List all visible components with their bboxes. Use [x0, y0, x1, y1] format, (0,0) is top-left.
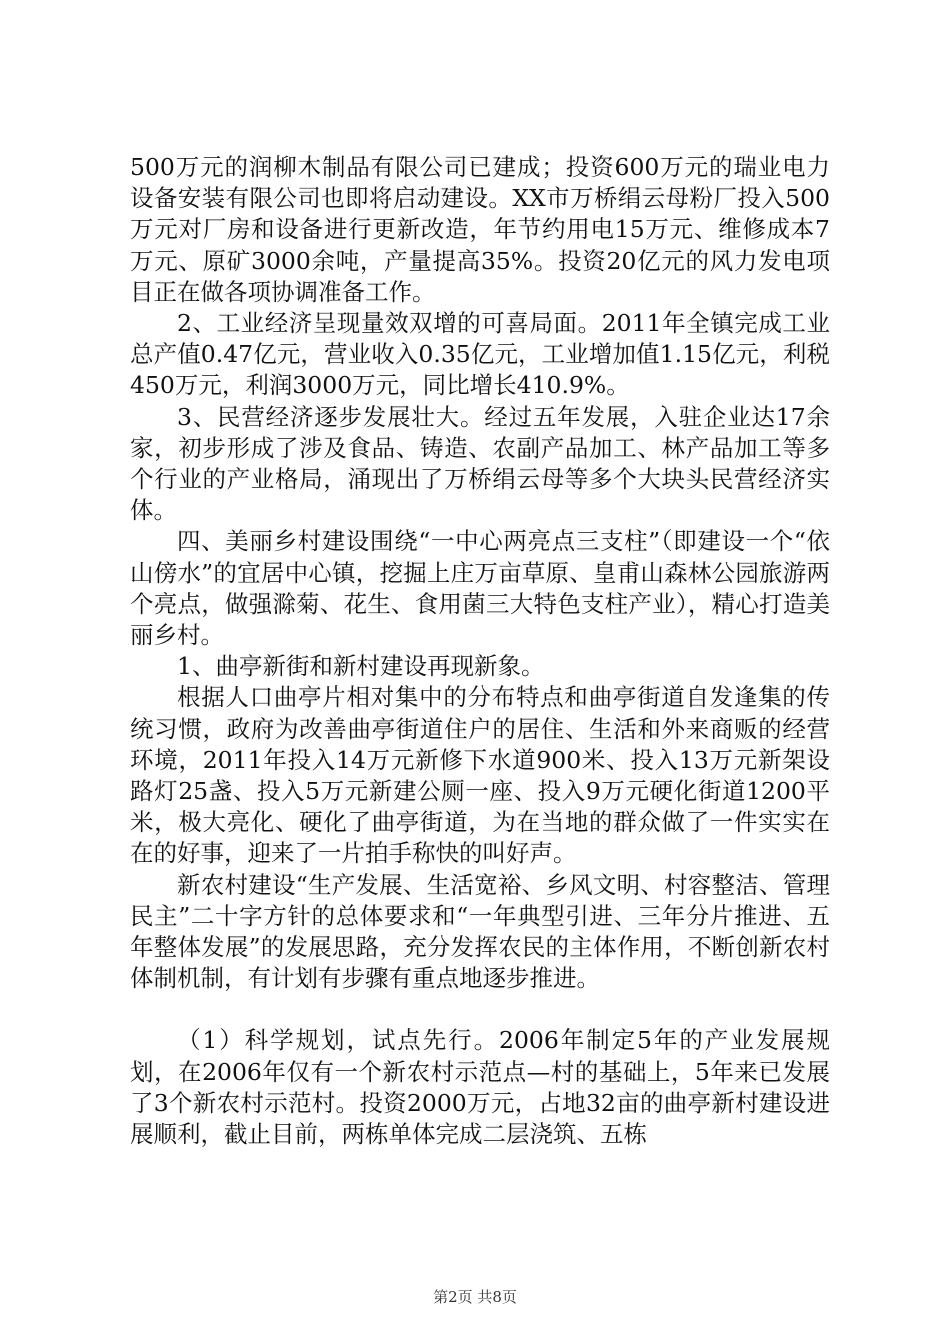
paragraph-industrial-economy: 2、工业经济呈现量效双增的可喜局面。2011年全镇完成工业总产值0.47亿元，营业收入0.35亿元，工业增加值1.15亿元，利税450万元，利润3000万元，同比增长410.9%。: [130, 309, 830, 400]
paragraph-quting-street: 根据人口曲亭片相对集中的分布特点和曲亭街道自发逢集的传统习惯，政府为改善曲亭街道住户的居住、生活和外来商贩的经营环境，2011年投入14万元新修下水道900米、投入13万元新架设路灯25盏、投入5万元新建公厕一座、投入9万元硬化街道1200平米，极大亮化、硬化了曲亭街道，为在当地的群众做了一件实实在在的好事，迎来了一片拍手称快的叫好声。: [130, 683, 830, 868]
page-footer: 第2页 共8页: [433, 1288, 517, 1306]
paragraph-scientific-planning: （1）科学规划，试点先行。2006年制定5年的产业发展规划，在2006年仅有一个新农村示范点—村的基础上，5年来已发展了3个新农村示范村。投资2000万元，占地32亩的曲亭新村建设进展顺利，截止目前，两栋单体完成二层浇筑、五栋: [130, 1026, 830, 1149]
paragraph-new-countryside: 新农村建设“生产发展、生活宽裕、乡风文明、村容整洁、管理民主”二十字方针的总体要求和“一年典型引进、三年分片推进、五年整体发展”的发展思路，充分发挥农民的主体作用，不断创新农村体制机制，有计划有步骤有重点地逐步推进。: [130, 870, 830, 993]
paragraph-beautiful-village-heading: 四、美丽乡村建设围绕“一中心两亮点三支柱”（即建设一个“依山傍水”的宜居中心镇，挖掘上庄万亩草原、皇甫山森林公园旅游两个亮点，做强滁菊、花生、食用菌三大特色支柱产业），精心打造美丽乡村。: [130, 527, 830, 650]
paragraph-quting-subheading: 1、曲亭新街和新村建设再现新象。: [177, 652, 545, 681]
paragraph-private-economy: 3、民营经济逐步发展壮大。经过五年发展，入驻企业达17余家，初步形成了涉及食品、铸造、农副产品加工、林产品加工等多个行业的产业格局，涌现出了万桥绢云母等多个大块头民营经济实体。: [130, 402, 830, 525]
document-body: [130, 152, 830, 1150]
paragraph-investment-projects: 500万元的润柳木制品有限公司已建成；投资600万元的瑞业电力设备安装有限公司也即将启动建设。XX市万桥绢云母粉厂投入500万元对厂房和设备进行更新改造，年节约用电15万元、维修成本7万元、原矿3000余吨，产量提高35%。投资20亿元的风力发电项目正在做各项协调准备工作。: [130, 153, 830, 306]
